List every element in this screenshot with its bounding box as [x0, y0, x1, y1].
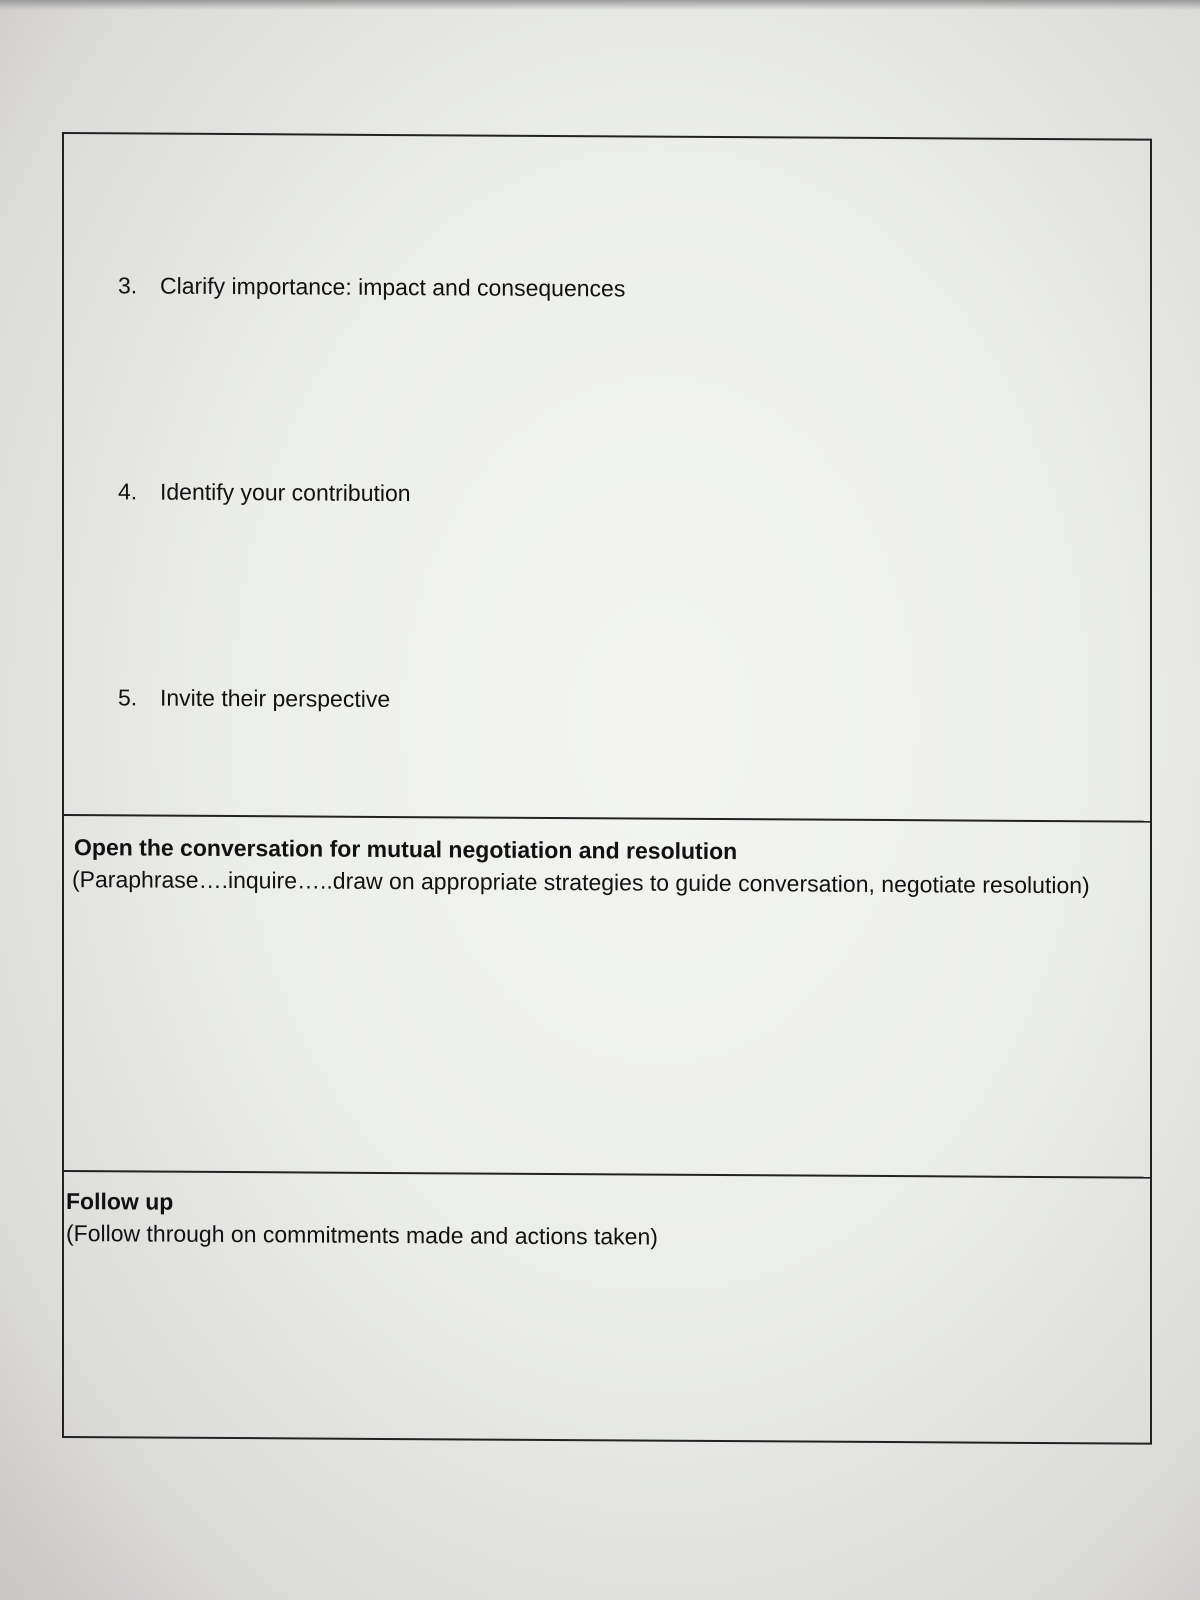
step-4-text: Identify your contribution — [160, 478, 411, 507]
step-3-number: 3. — [118, 272, 138, 299]
step-3-item — [118, 272, 625, 302]
step-4-number: 4. — [118, 478, 138, 505]
negotiation-description: (Paraphrase….inquire…..draw on appropriate strategies to guide conversation, negotiate resolution) — [72, 866, 1090, 899]
negotiation-section — [64, 814, 1150, 1177]
negotiation-heading: Open the conversation for mutual negotiation and resolution — [74, 834, 738, 865]
step-5-text: Invite their perspective — [160, 684, 391, 713]
step-4-item — [118, 478, 411, 507]
worksheet-form — [62, 132, 1152, 1445]
step-5-item — [118, 684, 390, 713]
follow-up-description: (Follow through on commitments made and actions taken) — [66, 1220, 658, 1250]
follow-up-heading: Follow up — [66, 1188, 174, 1215]
steps-section — [64, 134, 1150, 821]
follow-up-section — [64, 1170, 1150, 1445]
step-3-text: Clarify importance: impact and consequences — [160, 272, 626, 302]
photo-top-edge-shadow — [0, 0, 1200, 10]
step-5-number: 5. — [118, 684, 138, 711]
